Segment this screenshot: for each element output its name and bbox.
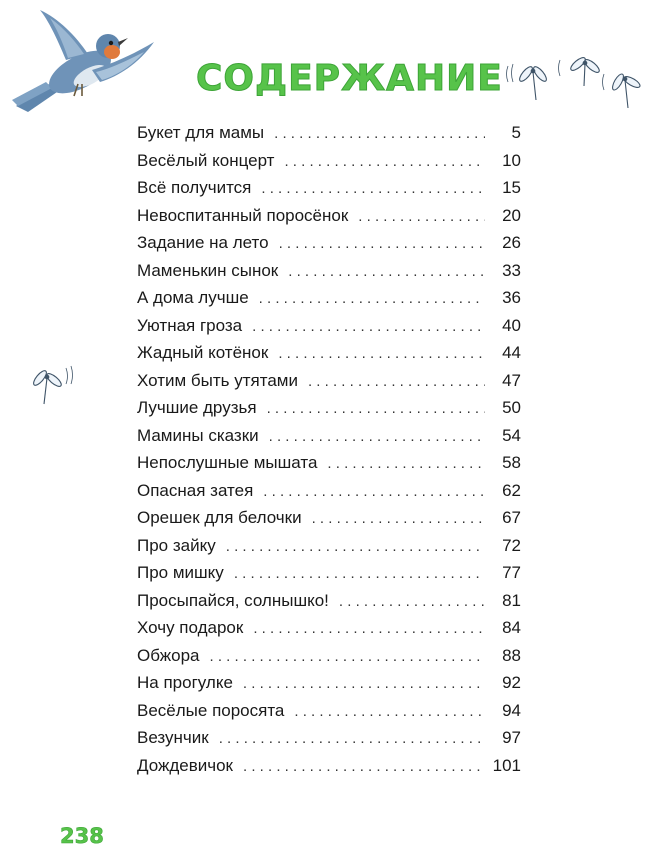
toc-leader-dots: [219, 730, 485, 747]
toc-leader-dots: [269, 428, 485, 445]
toc-entry: [137, 508, 521, 536]
toc-entry: [137, 536, 521, 564]
toc-leader-dots: [279, 235, 485, 252]
toc-entry: [137, 233, 521, 261]
toc-entry-page: 44: [502, 343, 521, 362]
toc-leader-dots: [263, 483, 485, 500]
toc-entry-title: Весёлые поросята: [137, 700, 285, 720]
toc-entry-page: 72: [502, 535, 521, 555]
toc-leader-dots: [261, 180, 485, 197]
toc-entry-title: Лучшие друзья: [137, 398, 257, 417]
toc-entry-title: Просыпайся, солнышко!: [137, 590, 329, 610]
toc-leader-dots: [210, 648, 485, 665]
toc-entry: [137, 591, 521, 619]
table-of-contents: [137, 123, 521, 783]
toc-leader-dots: [259, 290, 485, 307]
toc-entry-title: Обжора: [137, 645, 200, 665]
toc-entry-page: 40: [502, 315, 521, 335]
toc-entry-page: 84: [502, 618, 521, 637]
toc-entry-title: Хотим быть утятами: [137, 370, 298, 390]
toc-entry: [137, 646, 521, 674]
toc-entry-title: Про мишку: [137, 563, 224, 582]
toc-entry-page: 97: [502, 728, 521, 747]
toc-entry-page: 67: [502, 508, 521, 527]
toc-entry-title: Мамины сказки: [137, 425, 259, 445]
dragonfly-icon: [500, 52, 650, 112]
toc-leader-dots: [243, 758, 483, 775]
toc-entry: [137, 151, 521, 179]
toc-entry-page: 36: [502, 288, 521, 307]
toc-entry-title: Непослушные мышата: [137, 453, 318, 472]
toc-leader-dots: [226, 538, 485, 555]
toc-entry-page: 5: [511, 123, 521, 142]
toc-entry: [137, 618, 521, 646]
toc-leader-dots: [274, 125, 485, 142]
toc-entry: [137, 261, 521, 289]
toc-entry: [137, 426, 521, 454]
toc-leader-dots: [284, 153, 485, 170]
toc-entry-title: Жадный котёнок: [137, 343, 269, 362]
toc-entry-page: 33: [502, 260, 521, 280]
toc-entry-page: 94: [502, 700, 521, 720]
toc-entry: [137, 316, 521, 344]
toc-entry-page: 92: [502, 673, 521, 692]
toc-entry: [137, 398, 521, 426]
toc-leader-dots: [327, 455, 485, 472]
toc-entry-page: 47: [502, 370, 521, 390]
bird-icon: [8, 6, 158, 116]
toc-entry: [137, 288, 521, 316]
toc-entry-title: Задание на лето: [137, 233, 269, 252]
toc-entry: [137, 453, 521, 481]
toc-entry: [137, 728, 521, 756]
toc-entry-title: Дождевичок: [137, 755, 233, 775]
toc-entry-page: 58: [502, 453, 521, 472]
toc-entry-title: Орешек для белочки: [137, 508, 302, 527]
toc-entry: [137, 123, 521, 151]
toc-entry: [137, 371, 521, 399]
toc-entry-title: Опасная затея: [137, 480, 254, 500]
toc-entry-title: Всё получится: [137, 178, 252, 197]
toc-entry-title: На прогулке: [137, 673, 233, 692]
toc-entry-title: Невоспитанный поросёнок: [137, 205, 349, 225]
toc-leader-dots: [253, 620, 485, 637]
toc-entry: [137, 563, 521, 591]
toc-entry: [137, 178, 521, 206]
toc-entry-page: 10: [502, 150, 521, 170]
page-number: 238: [60, 824, 104, 848]
toc-entry-page: 26: [502, 233, 521, 252]
toc-entry: [137, 206, 521, 234]
toc-entry-title: Везунчик: [137, 728, 209, 747]
toc-entry-page: 50: [502, 398, 521, 417]
dragonfly-icon: [26, 362, 78, 410]
toc-leader-dots: [234, 565, 485, 582]
toc-entry-page: 62: [502, 480, 521, 500]
toc-entry-title: А дома лучше: [137, 288, 249, 307]
toc-entry: [137, 701, 521, 729]
page-title: СОДЕРЖАНИЕ: [196, 58, 503, 100]
toc-entry-title: Весёлый концерт: [137, 150, 275, 170]
toc-entry-page: 54: [502, 425, 521, 445]
toc-entry: [137, 756, 521, 784]
toc-leader-dots: [243, 675, 485, 692]
toc-leader-dots: [278, 345, 485, 362]
toc-entry-page: 20: [502, 205, 521, 225]
toc-entry-page: 81: [502, 590, 521, 610]
toc-leader-dots: [252, 318, 485, 335]
toc-entry-title: Маменькин сынок: [137, 260, 279, 280]
toc-entry: [137, 343, 521, 371]
toc-leader-dots: [294, 703, 485, 720]
toc-leader-dots: [339, 593, 485, 610]
toc-leader-dots: [288, 263, 485, 280]
toc-entry: [137, 673, 521, 701]
toc-entry-page: 101: [492, 755, 521, 775]
toc-leader-dots: [308, 373, 485, 390]
toc-entry: [137, 481, 521, 509]
toc-entry-title: Про зайку: [137, 535, 216, 555]
toc-leader-dots: [267, 400, 485, 417]
toc-leader-dots: [358, 208, 485, 225]
toc-entry-page: 15: [502, 178, 521, 197]
toc-entry-title: Букет для мамы: [137, 123, 265, 142]
toc-leader-dots: [312, 510, 485, 527]
toc-entry-page: 77: [502, 563, 521, 582]
toc-entry-title: Уютная гроза: [137, 315, 243, 335]
toc-entry-title: Хочу подарок: [137, 618, 244, 637]
toc-entry-page: 88: [502, 645, 521, 665]
